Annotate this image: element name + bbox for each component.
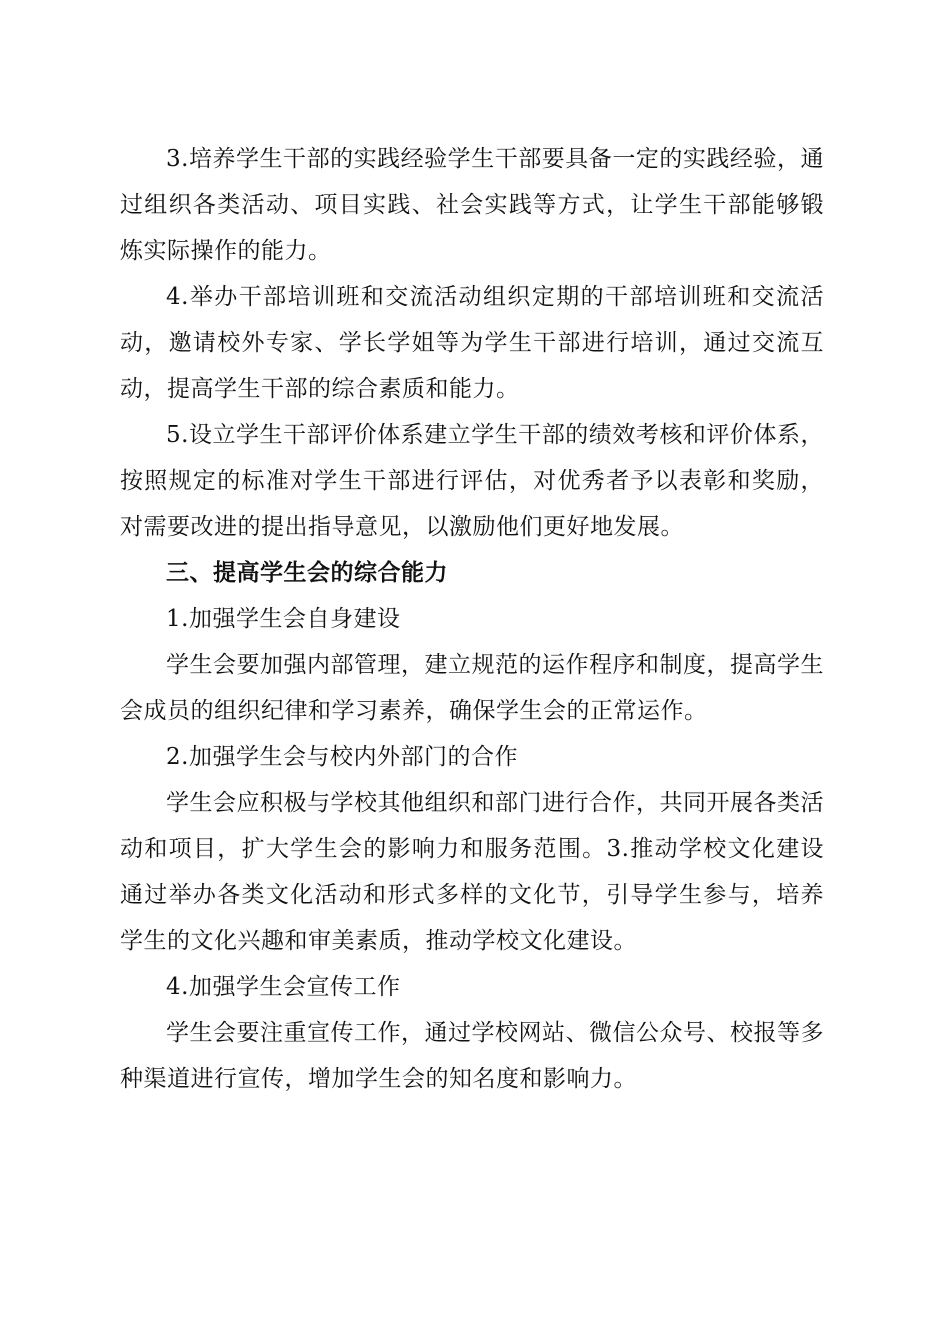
subheading-self-building: 1.加强学生会自身建设: [166, 606, 401, 632]
paragraph-cadre-practice: 3.培养学生干部的实践经验学生干部要具备一定的实践经验，通过组织各类活动、项目实践、社会实践等方式，让学生干部能够锻炼实际操作的能力。: [120, 146, 824, 264]
document-body: [120, 136, 824, 1102]
subheading-cooperation: 2.加强学生会与校内外部门的合作: [166, 744, 518, 770]
subheading-publicity: 4.加强学生会宣传工作: [166, 974, 401, 1000]
paragraph-publicity: 学生会要注重宣传工作，通过学校网站、微信公众号、校报等多种渠道进行宣传，增加学生会的知名度和影响力。: [120, 1020, 824, 1092]
paragraph-cooperation-culture: 学生会应积极与学校其他组织和部门进行合作，共同开展各类活动和项目，扩大学生会的影响力和服务范围。3.推动学校文化建设通过举办各类文化活动和形式多样的文化节，引导学生参与，培养学生的文化兴趣和审美素质，推动学校文化建设。: [120, 790, 824, 954]
paragraph-cadre-training: 4.举办干部培训班和交流活动组织定期的干部培训班和交流活动，邀请校外专家、学长学姐等为学生干部进行培训，通过交流互动，提高学生干部的综合素质和能力。: [120, 284, 824, 402]
paragraph-cadre-evaluation: 5.设立学生干部评价体系建立学生干部的绩效考核和评价体系，按照规定的标准对学生干部进行评估，对优秀者予以表彰和奖励，对需要改进的提出指导意见，以激励他们更好地发展。: [120, 422, 824, 540]
section-heading-three: 三、提高学生会的综合能力: [166, 560, 448, 586]
paragraph-internal-management: 学生会要加强内部管理，建立规范的运作程序和制度，提高学生会成员的组织纪律和学习素养，确保学生会的正常运作。: [120, 652, 824, 724]
